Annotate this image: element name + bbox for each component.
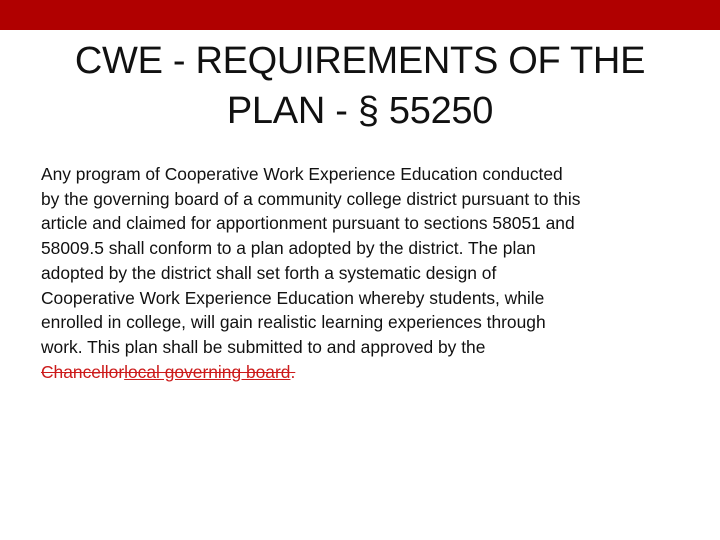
body-line-7: enrolled in college, will gain realistic learning experiences through bbox=[41, 312, 546, 333]
body-line-6: Cooperative Work Experience Education whereby students, while bbox=[41, 287, 545, 308]
body-line-2: by the governing board of a community college district pursuant to this bbox=[41, 188, 581, 209]
slide-title bbox=[20, 36, 700, 136]
revision-period: . bbox=[290, 361, 296, 382]
slide-title-line-1: CWE - REQUIREMENTS OF THE bbox=[74, 40, 646, 82]
regulation-body-text bbox=[41, 162, 691, 384]
inserted-text: local governing board bbox=[124, 361, 291, 382]
slide-title-line-2: PLAN - § 55250 bbox=[226, 90, 494, 132]
deleted-text: Chancellor bbox=[41, 361, 125, 382]
revision-line bbox=[41, 360, 691, 385]
body-line-1: Any program of Cooperative Work Experience Education conducted bbox=[41, 164, 563, 184]
body-line-4: 58009.5 shall conform to a plan adopted by the district. The plan bbox=[41, 238, 536, 259]
body-line-5: adopted by the district shall set forth a systematic design of bbox=[41, 262, 497, 283]
body-line-3: article and claimed for apportionment pursuant to sections 58051 and bbox=[41, 213, 575, 234]
body-line-8: work. This plan shall be submitted to and approved by the bbox=[41, 336, 486, 357]
header-accent-bar bbox=[0, 0, 720, 30]
